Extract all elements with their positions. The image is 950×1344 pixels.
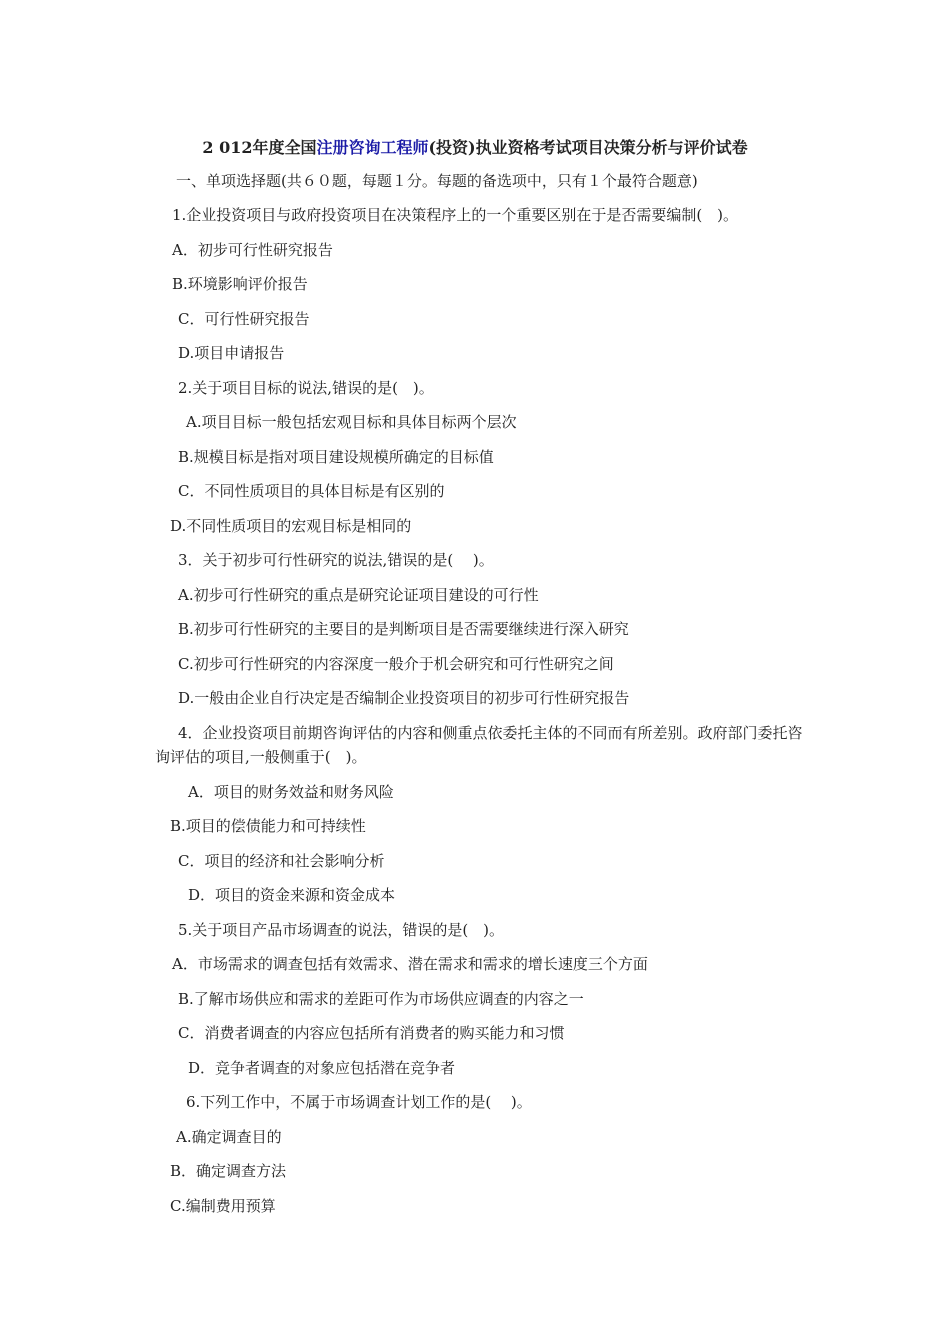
option-5b: B.了解市场供应和需求的差距可作为市场供应调查的内容之一 xyxy=(178,990,584,1008)
option-3d: D.一般由企业自行决定是否编制企业投资项目的初步可行性研究报告 xyxy=(178,689,630,707)
option-6c: C.编制费用预算 xyxy=(170,1197,276,1215)
option-1c: C．可行性研究报告 xyxy=(178,310,310,328)
option-5d: D．竞争者调查的对象应包括潜在竞争者 xyxy=(188,1059,456,1077)
document-title xyxy=(0,136,950,160)
option-4c: C．项目的经济和社会影响分析 xyxy=(178,852,385,870)
section-heading: 一、单项选择题(共６０题，每题１分。每题的备选项中，只有１个最符合题意) xyxy=(176,172,698,190)
option-2b: B.规模目标是指对项目建设规模所确定的目标值 xyxy=(178,448,494,466)
option-1b: B.环境影响评价报告 xyxy=(172,275,308,293)
title-highlight-link[interactable]: 注册咨询工程师 xyxy=(316,138,429,157)
option-4a: A．项目的财务效益和财务风险 xyxy=(188,783,394,801)
option-4b: B.项目的偿债能力和可持续性 xyxy=(170,817,366,835)
question-4: 4．企业投资项目前期咨询评估的内容和侧重点依委托主体的不同而有所差别。政府部门委托咨询评估的项目,一般侧重于( )。 xyxy=(155,724,803,766)
title-suffix: (投资)执业资格考试项目决策分析与评价试卷 xyxy=(428,138,748,157)
option-6b: B．确定调查方法 xyxy=(170,1162,287,1180)
option-2c: C．不同性质项目的具体目标是有区别的 xyxy=(178,482,445,500)
question-2: 2.关于项目目标的说法,错误的是( )。 xyxy=(178,379,434,397)
option-2a: A.项目目标一般包括宏观目标和具体目标两个层次 xyxy=(186,413,517,431)
option-3c: C.初步可行性研究的内容深度一般介于机会研究和可行性研究之间 xyxy=(178,655,614,673)
option-5c: C．消费者调查的内容应包括所有消费者的购买能力和习惯 xyxy=(178,1024,565,1042)
option-2d: D.不同性质项目的宏观目标是相同的 xyxy=(170,517,412,535)
option-1d: D.项目申请报告 xyxy=(178,344,285,362)
question-3: 3．关于初步可行性研究的说法,错误的是( )。 xyxy=(178,551,494,569)
title-prefix: 2 012年度全国 xyxy=(202,138,317,157)
question-6: 6.下列工作中，不属于市场调查计划工作的是( )。 xyxy=(186,1093,532,1111)
option-1a: A．初步可行性研究报告 xyxy=(172,241,333,259)
option-5a: A．市场需求的调查包括有效需求、潜在需求和需求的增长速度三个方面 xyxy=(172,955,648,973)
question-1: 1.企业投资项目与政府投资项目在决策程序上的一个重要区别在于是否需要编制( )。 xyxy=(172,206,739,224)
option-4d: D．项目的资金来源和资金成本 xyxy=(188,886,396,904)
option-3b: B.初步可行性研究的主要目的是判断项目是否需要继续进行深入研究 xyxy=(178,620,629,638)
option-6a: A.确定调查目的 xyxy=(176,1128,282,1146)
question-5: 5.关于项目产品市场调查的说法，错误的是( )。 xyxy=(178,921,505,939)
option-3a: A.初步可行性研究的重点是研究论证项目建设的可行性 xyxy=(178,586,539,604)
